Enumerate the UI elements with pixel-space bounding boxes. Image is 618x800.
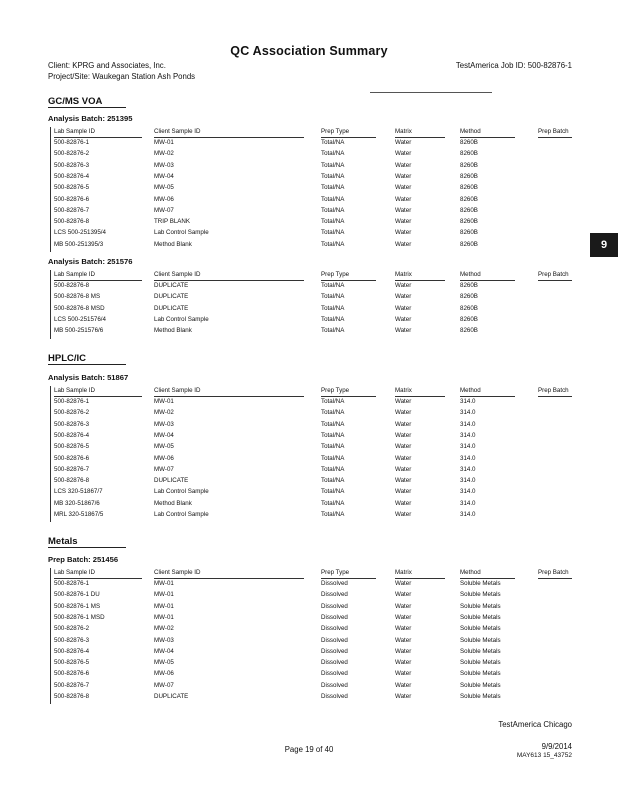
header-underline <box>54 137 142 138</box>
job-id: TestAmerica Job ID: 500-82876-1 <box>455 61 572 70</box>
cell-method: Soluble Metals <box>460 681 501 689</box>
cell-matrix: Water <box>395 477 412 485</box>
table-row <box>0 614 618 625</box>
header-underline <box>395 578 445 579</box>
cell-prep-type: Total/NA <box>321 172 345 180</box>
header-underline <box>460 137 515 138</box>
cell-lab-sample: MB 500-251576/6 <box>54 327 104 335</box>
header-underline <box>538 137 572 138</box>
cell-matrix: Water <box>395 488 412 496</box>
column-header-method: Method <box>460 271 481 278</box>
cell-method: 314.0 <box>460 409 476 417</box>
cell-prep-type: Total/NA <box>321 282 345 289</box>
table-row <box>0 500 618 511</box>
table-header <box>0 569 618 578</box>
cell-client-sample: MW-05 <box>154 443 174 451</box>
cell-client-sample: MW-06 <box>154 195 174 203</box>
cell-matrix: Water <box>395 398 412 405</box>
footer-date: 9/9/2014 <box>541 742 572 751</box>
cell-prep-type: Dissolved <box>321 659 348 667</box>
cell-prep-type: Total/NA <box>321 488 345 496</box>
column-header-client-sample: Client Sample ID <box>154 387 201 394</box>
cell-method: Soluble Metals <box>460 602 501 610</box>
cell-method: Soluble Metals <box>460 625 501 633</box>
cell-lab-sample: LCS 320-51867/7 <box>54 488 103 496</box>
column-header-prep-type: Prep Type <box>321 569 350 576</box>
page-title: QC Association Summary <box>230 44 388 58</box>
batch-label: Prep Batch: 251456 <box>48 555 119 564</box>
cell-lab-sample: MB 500-251395/3 <box>54 240 104 248</box>
cell-method: 314.0 <box>460 398 476 405</box>
cell-prep-type: Total/NA <box>321 465 345 473</box>
cell-method: 314.0 <box>460 465 476 473</box>
section-underline <box>48 107 126 108</box>
cell-method: 314.0 <box>460 454 476 462</box>
cell-method: 314.0 <box>460 431 476 439</box>
table-row <box>0 511 618 522</box>
cell-method: 8260B <box>460 150 478 158</box>
table-row <box>0 282 618 293</box>
cell-matrix: Water <box>395 454 412 462</box>
cell-matrix: Water <box>395 465 412 473</box>
column-header-matrix: Matrix <box>395 128 412 135</box>
table-row <box>0 173 618 184</box>
cell-lab-sample: 500-82876-6 <box>54 195 90 203</box>
footer-company: TestAmerica Chicago <box>498 720 572 729</box>
table-row <box>0 421 618 432</box>
cell-client-sample: MW-06 <box>154 670 174 678</box>
table-row <box>0 162 618 173</box>
cell-matrix: Water <box>395 240 412 248</box>
cell-prep-type: Dissolved <box>321 670 348 678</box>
cell-client-sample: Method Blank <box>154 499 192 507</box>
cell-lab-sample: 500-82876-8 <box>54 282 90 289</box>
table-row <box>0 488 618 499</box>
cell-prep-type: Total/NA <box>321 195 345 203</box>
client-name: Client: KPRG and Associates, Inc. <box>48 61 166 70</box>
table-row <box>0 603 618 614</box>
cell-method: Soluble Metals <box>460 647 501 655</box>
table-row <box>0 305 618 316</box>
column-header-matrix: Matrix <box>395 569 412 576</box>
cell-method: 8260B <box>460 315 478 323</box>
cell-client-sample: Lab Control Sample <box>154 315 209 323</box>
cell-client-sample: DUPLICATE <box>154 693 189 700</box>
cell-prep-type: Total/NA <box>321 511 345 518</box>
cell-client-sample: Lab Control Sample <box>154 229 209 237</box>
cell-method: 8260B <box>460 240 478 248</box>
table-row <box>0 625 618 636</box>
cell-prep-type: Total/NA <box>321 206 345 214</box>
header-underline <box>54 396 142 397</box>
cell-prep-type: Total/NA <box>321 431 345 439</box>
cell-client-sample: MW-06 <box>154 454 174 462</box>
cell-method: 8260B <box>460 304 478 312</box>
cell-method: 8260B <box>460 172 478 180</box>
cell-method: 8260B <box>460 161 478 169</box>
header-underline <box>538 396 572 397</box>
footer-doc-id: MAY613 15_43752 <box>516 752 572 759</box>
cell-matrix: Water <box>395 625 412 633</box>
cell-lab-sample: 500-82876-1 <box>54 580 90 587</box>
cell-method: 8260B <box>460 293 478 301</box>
cell-method: 314.0 <box>460 499 476 507</box>
cell-method: 314.0 <box>460 488 476 496</box>
table-row <box>0 477 618 488</box>
cell-lab-sample: 500-82876-7 <box>54 465 90 473</box>
header-underline <box>321 396 376 397</box>
column-header-lab-sample: Lab Sample ID <box>54 271 95 278</box>
cell-prep-type: Total/NA <box>321 420 345 428</box>
section-underline <box>48 547 126 548</box>
cell-method: 8260B <box>460 184 478 192</box>
cell-lab-sample: MB 320-51867/6 <box>54 499 100 507</box>
cell-prep-type: Dissolved <box>321 625 348 633</box>
cell-lab-sample: 500-82876-1 DU <box>54 591 100 599</box>
cell-matrix: Water <box>395 499 412 507</box>
cell-method: 314.0 <box>460 511 476 518</box>
cell-matrix: Water <box>395 647 412 655</box>
cell-lab-sample: 500-82876-4 <box>54 172 90 180</box>
cell-client-sample: MW-03 <box>154 420 174 428</box>
cell-matrix: Water <box>395 195 412 203</box>
header-underline <box>321 578 376 579</box>
cell-client-sample: DUPLICATE <box>154 282 189 289</box>
cell-lab-sample: 500-82876-7 <box>54 681 90 689</box>
header-underline <box>538 578 572 579</box>
cell-client-sample: MW-02 <box>154 409 174 417</box>
cell-method: 8260B <box>460 139 478 146</box>
cell-prep-type: Total/NA <box>321 327 345 335</box>
table-row <box>0 150 618 161</box>
cell-prep-type: Dissolved <box>321 602 348 610</box>
column-header-prep-batch: Prep Batch <box>538 387 569 394</box>
table-header <box>0 387 618 396</box>
cell-lab-sample: MRL 320-51867/5 <box>54 511 104 518</box>
batch-label: Analysis Batch: 251576 <box>48 257 133 266</box>
table-row <box>0 316 618 327</box>
footer-page: Page 19 of 40 <box>284 745 334 754</box>
scan-mark <box>370 92 492 93</box>
cell-matrix: Water <box>395 670 412 678</box>
header-underline <box>154 396 304 397</box>
table-row <box>0 139 618 150</box>
cell-lab-sample: LCS 500-251395/4 <box>54 229 106 237</box>
section-heading: HPLC/IC <box>48 353 86 364</box>
cell-client-sample: MW-04 <box>154 431 174 439</box>
cell-client-sample: MW-03 <box>154 161 174 169</box>
header-underline <box>154 578 304 579</box>
cell-matrix: Water <box>395 184 412 192</box>
column-header-prep-type: Prep Type <box>321 387 350 394</box>
table-row <box>0 670 618 681</box>
cell-prep-type: Total/NA <box>321 409 345 417</box>
section-heading: GC/MS VOA <box>48 96 103 107</box>
cell-client-sample: Lab Control Sample <box>154 511 209 518</box>
cell-prep-type: Dissolved <box>321 613 348 621</box>
batch-label: Analysis Batch: 51867 <box>48 373 129 382</box>
cell-prep-type: Dissolved <box>321 647 348 655</box>
cell-prep-type: Dissolved <box>321 693 348 700</box>
header-underline <box>460 578 515 579</box>
cell-prep-type: Dissolved <box>321 681 348 689</box>
cell-prep-type: Total/NA <box>321 150 345 158</box>
cell-matrix: Water <box>395 613 412 621</box>
column-header-lab-sample: Lab Sample ID <box>54 569 95 576</box>
cell-lab-sample: 500-82876-2 <box>54 625 90 633</box>
column-header-method: Method <box>460 569 481 576</box>
cell-matrix: Water <box>395 315 412 323</box>
cell-matrix: Water <box>395 443 412 451</box>
cell-method: Soluble Metals <box>460 693 501 700</box>
column-header-prep-type: Prep Type <box>321 271 350 278</box>
cell-client-sample: MW-02 <box>154 150 174 158</box>
cell-prep-type: Dissolved <box>321 636 348 644</box>
cell-prep-type: Total/NA <box>321 229 345 237</box>
header-underline <box>395 396 445 397</box>
cell-lab-sample: 500-82876-1 MS <box>54 602 101 610</box>
cell-method: 8260B <box>460 229 478 237</box>
cell-matrix: Water <box>395 218 412 226</box>
cell-method: Soluble Metals <box>460 670 501 678</box>
cell-method: Soluble Metals <box>460 591 501 599</box>
cell-matrix: Water <box>395 636 412 644</box>
cell-prep-type: Total/NA <box>321 499 345 507</box>
section-underline <box>48 364 126 365</box>
cell-lab-sample: 500-82876-1 <box>54 398 90 405</box>
cell-lab-sample: 500-82876-7 <box>54 206 90 214</box>
cell-matrix: Water <box>395 172 412 180</box>
column-header-prep-type: Prep Type <box>321 128 350 135</box>
cell-prep-type: Total/NA <box>321 218 345 226</box>
cell-lab-sample: 500-82876-5 <box>54 659 90 667</box>
table-row <box>0 443 618 454</box>
cell-prep-type: Total/NA <box>321 315 345 323</box>
cell-lab-sample: 500-82876-6 <box>54 454 90 462</box>
cell-matrix: Water <box>395 327 412 335</box>
cell-prep-type: Total/NA <box>321 240 345 248</box>
cell-method: 8260B <box>460 218 478 226</box>
header-underline <box>395 137 445 138</box>
cell-lab-sample: 500-82876-8 <box>54 218 90 226</box>
cell-matrix: Water <box>395 139 412 146</box>
cell-method: Soluble Metals <box>460 636 501 644</box>
cell-lab-sample: 500-82876-2 <box>54 409 90 417</box>
header-underline <box>154 280 304 281</box>
cell-method: 314.0 <box>460 443 476 451</box>
cell-client-sample: DUPLICATE <box>154 293 189 301</box>
project-site: Project/Site: Waukegan Station Ash Ponds <box>48 72 196 81</box>
table-row <box>0 659 618 670</box>
cell-lab-sample: 500-82876-1 MSD <box>54 613 105 621</box>
column-header-lab-sample: Lab Sample ID <box>54 387 95 394</box>
table-row <box>0 327 618 338</box>
cell-method: 8260B <box>460 206 478 214</box>
column-header-matrix: Matrix <box>395 271 412 278</box>
header-underline <box>321 280 376 281</box>
cell-client-sample: MW-01 <box>154 602 174 610</box>
table-row <box>0 409 618 420</box>
cell-matrix: Water <box>395 409 412 417</box>
cell-matrix: Water <box>395 206 412 214</box>
cell-client-sample: MW-04 <box>154 172 174 180</box>
cell-method: Soluble Metals <box>460 580 501 587</box>
cell-matrix: Water <box>395 229 412 237</box>
table-row <box>0 229 618 240</box>
column-header-matrix: Matrix <box>395 387 412 394</box>
batch-label: Analysis Batch: 251395 <box>48 114 133 123</box>
table-row <box>0 184 618 195</box>
table-row <box>0 693 618 704</box>
cell-client-sample: MW-01 <box>154 580 174 587</box>
cell-matrix: Water <box>395 580 412 587</box>
cell-matrix: Water <box>395 431 412 439</box>
table-row <box>0 293 618 304</box>
cell-client-sample: MW-04 <box>154 647 174 655</box>
header-underline <box>54 280 142 281</box>
header-underline <box>154 137 304 138</box>
cell-client-sample: DUPLICATE <box>154 477 189 485</box>
column-header-client-sample: Client Sample ID <box>154 128 201 135</box>
table-row <box>0 580 618 591</box>
cell-prep-type: Total/NA <box>321 454 345 462</box>
cell-client-sample: MW-03 <box>154 636 174 644</box>
cell-client-sample: MW-01 <box>154 398 174 405</box>
cell-prep-type: Total/NA <box>321 161 345 169</box>
cell-method: 8260B <box>460 282 478 289</box>
cell-client-sample: MW-01 <box>154 591 174 599</box>
cell-client-sample: MW-02 <box>154 625 174 633</box>
cell-prep-type: Total/NA <box>321 443 345 451</box>
cell-method: 8260B <box>460 195 478 203</box>
header-underline <box>460 396 515 397</box>
cell-client-sample: MW-01 <box>154 139 174 146</box>
cell-matrix: Water <box>395 511 412 518</box>
cell-lab-sample: 500-82876-4 <box>54 647 90 655</box>
cell-prep-type: Total/NA <box>321 304 345 312</box>
section-tab: 9 <box>590 233 618 257</box>
cell-method: 8260B <box>460 327 478 335</box>
cell-lab-sample: 500-82876-3 <box>54 636 90 644</box>
cell-lab-sample: 500-82876-1 <box>54 139 90 146</box>
cell-matrix: Water <box>395 659 412 667</box>
header-underline <box>321 137 376 138</box>
header-underline <box>395 280 445 281</box>
header-underline <box>538 280 572 281</box>
table-row <box>0 432 618 443</box>
table-row <box>0 637 618 648</box>
cell-matrix: Water <box>395 282 412 289</box>
cell-prep-type: Total/NA <box>321 477 345 485</box>
cell-matrix: Water <box>395 304 412 312</box>
table-row <box>0 196 618 207</box>
cell-lab-sample: 500-82876-6 <box>54 670 90 678</box>
cell-matrix: Water <box>395 420 412 428</box>
cell-lab-sample: 500-82876-8 MSD <box>54 304 105 312</box>
column-header-prep-batch: Prep Batch <box>538 271 569 278</box>
table-row <box>0 591 618 602</box>
table-row <box>0 648 618 659</box>
cell-client-sample: Lab Control Sample <box>154 488 209 496</box>
table-header <box>0 271 618 280</box>
cell-matrix: Water <box>395 161 412 169</box>
cell-client-sample: MW-05 <box>154 184 174 192</box>
header-underline <box>54 578 142 579</box>
table-row <box>0 218 618 229</box>
cell-client-sample: Method Blank <box>154 327 192 335</box>
header-underline <box>460 280 515 281</box>
cell-method: Soluble Metals <box>460 659 501 667</box>
cell-client-sample: MW-07 <box>154 465 174 473</box>
column-header-method: Method <box>460 128 481 135</box>
cell-client-sample: MW-07 <box>154 206 174 214</box>
table-header <box>0 128 618 137</box>
cell-matrix: Water <box>395 681 412 689</box>
table-row <box>0 207 618 218</box>
column-header-lab-sample: Lab Sample ID <box>54 128 95 135</box>
cell-method: 314.0 <box>460 477 476 485</box>
cell-lab-sample: 500-82876-8 <box>54 693 90 700</box>
column-header-prep-batch: Prep Batch <box>538 569 569 576</box>
cell-client-sample: MW-07 <box>154 681 174 689</box>
cell-lab-sample: 500-82876-8 <box>54 477 90 485</box>
cell-client-sample: DUPLICATE <box>154 304 189 312</box>
column-header-client-sample: Client Sample ID <box>154 569 201 576</box>
cell-matrix: Water <box>395 293 412 301</box>
cell-lab-sample: 500-82876-3 <box>54 161 90 169</box>
cell-prep-type: Total/NA <box>321 398 345 405</box>
cell-client-sample: Method Blank <box>154 240 192 248</box>
cell-lab-sample: LCS 500-251576/4 <box>54 315 106 323</box>
cell-matrix: Water <box>395 602 412 610</box>
table-row <box>0 241 618 252</box>
cell-lab-sample: 500-82876-8 MS <box>54 293 101 301</box>
cell-matrix: Water <box>395 150 412 158</box>
column-header-method: Method <box>460 387 481 394</box>
column-header-client-sample: Client Sample ID <box>154 271 201 278</box>
cell-lab-sample: 500-82876-3 <box>54 420 90 428</box>
cell-matrix: Water <box>395 591 412 599</box>
cell-prep-type: Total/NA <box>321 293 345 301</box>
cell-lab-sample: 500-82876-4 <box>54 431 90 439</box>
cell-prep-type: Dissolved <box>321 591 348 599</box>
table-row <box>0 398 618 409</box>
column-header-prep-batch: Prep Batch <box>538 128 569 135</box>
cell-method: Soluble Metals <box>460 613 501 621</box>
cell-lab-sample: 500-82876-2 <box>54 150 90 158</box>
table-row <box>0 682 618 693</box>
cell-client-sample: TRIP BLANK <box>154 218 190 226</box>
cell-prep-type: Total/NA <box>321 184 345 192</box>
cell-client-sample: MW-05 <box>154 659 174 667</box>
cell-lab-sample: 500-82876-5 <box>54 184 90 192</box>
cell-method: 314.0 <box>460 420 476 428</box>
cell-matrix: Water <box>395 693 412 700</box>
cell-lab-sample: 500-82876-5 <box>54 443 90 451</box>
table-row <box>0 466 618 477</box>
section-heading: Metals <box>48 536 78 547</box>
cell-client-sample: MW-01 <box>154 613 174 621</box>
cell-prep-type: Dissolved <box>321 580 348 587</box>
table-row <box>0 455 618 466</box>
cell-prep-type: Total/NA <box>321 139 345 146</box>
